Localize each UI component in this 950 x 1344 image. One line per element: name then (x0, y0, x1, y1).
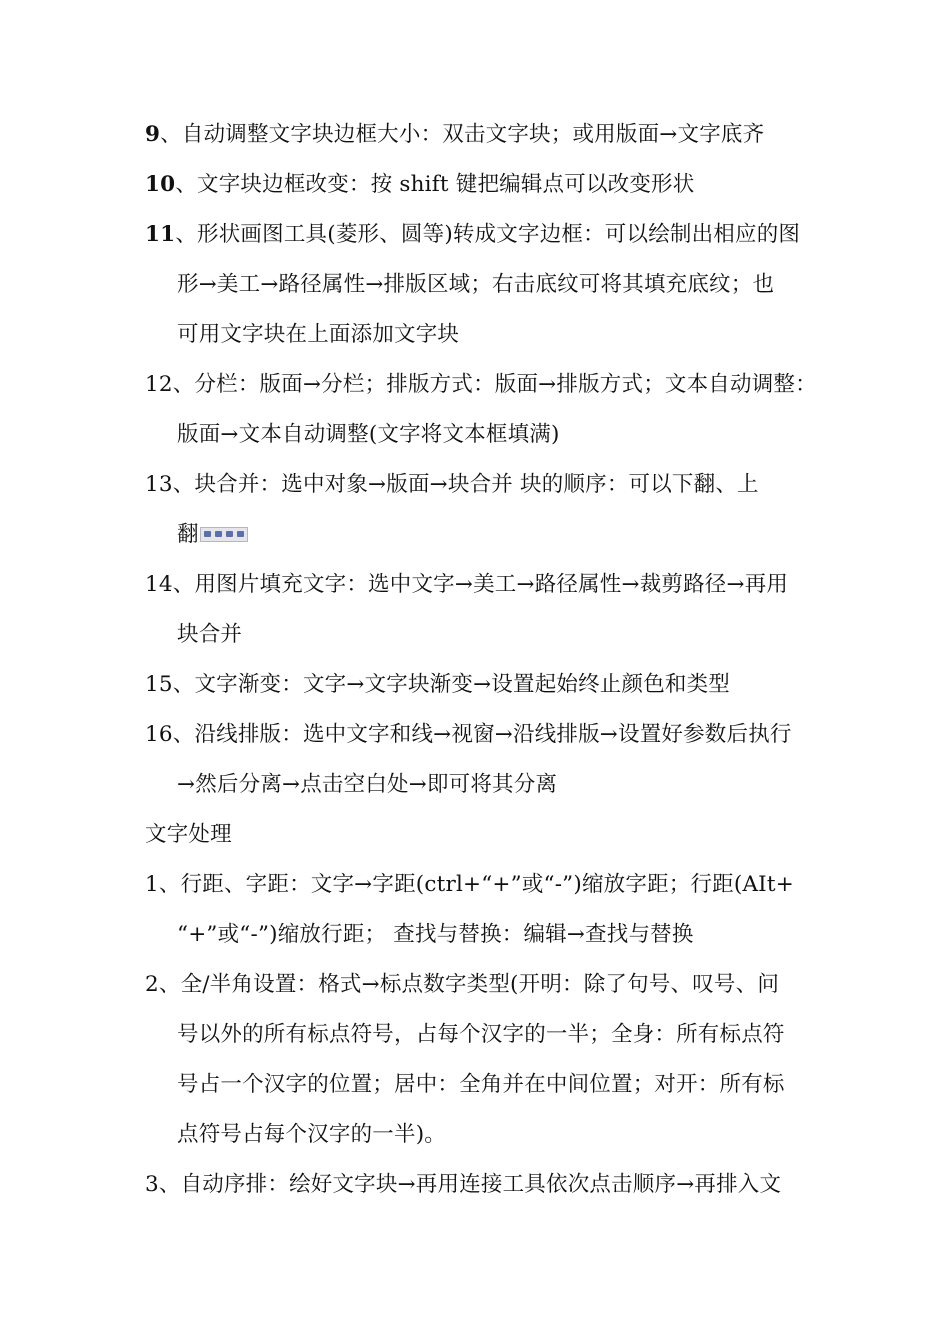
item-number: 10 (145, 172, 176, 197)
line-t1: 1、行距、字距：文字→字距(ctrl+“+”或“-”)缩放字距；行距(AIt+ (145, 872, 794, 897)
line-13-cont (177, 521, 248, 549)
line-t2-cont-3: 点符号占每个汉字的一半)。 (177, 1122, 446, 1147)
section-heading: 文字处理 (145, 822, 232, 847)
bring-forward-icon (215, 531, 222, 537)
line-t2-cont-2: 号占一个汉字的位置；居中：全角并在中间位置；对开：所有标 (177, 1072, 785, 1097)
line-t3: 3、自动序排：绘好文字块→再用连接工具依次点击顺序→再排入文 (145, 1172, 782, 1197)
line-t1-cont: “+”或“-”)缩放行距； 查找与替换：编辑→查找与替换 (177, 922, 694, 947)
line-11 (145, 221, 800, 249)
line-9 (145, 121, 764, 149)
line-15: 15、文字渐变：文字→文字块渐变→设置起始终止颜色和类型 (145, 672, 730, 697)
line-16-cont: →然后分离→点击空白处→即可将其分离 (177, 772, 558, 797)
line-t2-cont-1: 号以外的所有标点符号，占每个汉字的一半；全身：所有标点符 (177, 1022, 785, 1047)
line-text: 、自动调整文字块边框大小：双击文字块；或用版面→文字底齐 (160, 122, 765, 147)
send-backward-icon (226, 531, 233, 537)
line-12-cont: 版面→文本自动调整(文字将文本框填满) (177, 422, 560, 447)
line-11-cont-1: 形→美工→路径属性→排版区域；右击底纹可将其填充底纹；也 (177, 272, 775, 297)
bring-front-icon (204, 531, 211, 537)
line-t2: 2、全/半角设置：格式→标点数字类型(开明：除了句号、叹号、问 (145, 972, 780, 997)
line-11-cont-2: 可用文字块在上面添加文字块 (177, 322, 460, 347)
line-14: 14、用图片填充文字：选中文字→美工→路径属性→裁剪路径→再用 (145, 572, 789, 597)
line-12: 12、分栏：版面→分栏；排版方式：版面→排版方式；文本自动调整： (145, 372, 817, 397)
line-text: 、形状画图工具(菱形、圆等)转成文字边框：可以绘制出相应的图 (175, 222, 801, 247)
line-text: 、文字块边框改变：按 shift 键把编辑点可以改变形状 (175, 172, 695, 197)
item-number: 9 (145, 122, 161, 147)
line-13: 13、块合并：选中对象→版面→块合并 块的顺序：可以下翻、上 (145, 472, 759, 497)
send-back-icon (237, 531, 244, 537)
block-order-toolbar-image (200, 527, 248, 542)
item-number: 11 (145, 222, 176, 247)
line-text: 翻 (177, 522, 199, 547)
line-16: 16、沿线排版：选中文字和线→视窗→沿线排版→设置好参数后执行 (145, 722, 792, 747)
line-14-cont: 块合并 (177, 622, 243, 647)
line-10 (145, 171, 694, 199)
